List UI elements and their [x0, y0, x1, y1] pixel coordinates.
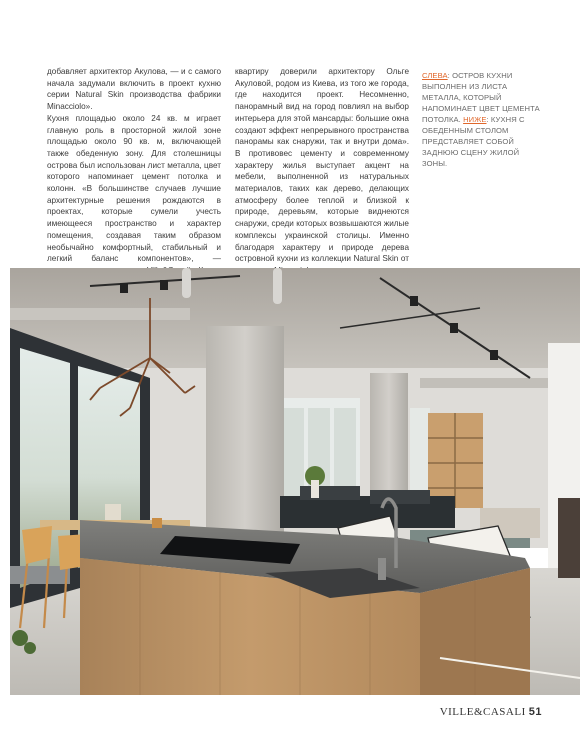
page-folio	[440, 706, 542, 718]
paragraph: добавляет архитектор Акулова, — и с самого начала задумали включить в проект кухню серии Natural Skin производства фабрики Minacciolo».	[47, 67, 221, 112]
paragraph: квартиру доверили архитектору Ольге Акуловой, родом из Киева, из того же города, где находится проект. Несомненно, панорамный вид на город повлиял на выбор интерьера для этой мансарды: большие окна создают эффект непрерывного пространства панорамы как снаружи, так и внутри дома». В противовес цементу и современному характеру жилья выступает акцент на мебели, выполненной из натуральных материалов, таких как дерево, делающих атмосферу более теплой и близкой к природе, деревьям, которые виднеются снаружи, среди которых возвышаются жилые комплексы украинской столицы. Именно благодаря характеру и природе дерева островной кухни из коллекции Natural Skin от	[235, 67, 409, 264]
caption-tag-left: СЛЕВА	[422, 71, 448, 80]
photo-caption	[422, 70, 540, 169]
caption-tag-below: НИЖЕ	[463, 115, 487, 124]
article-column-2	[235, 66, 409, 288]
paragraph: Кухня площадью около 24 кв. м играет главную роль в просторной жилой зоне площадью около 90 кв. м, включающей также обеденную зону. Для столешницы острова был использован лист металла, цвет которого напоминает цемент потолка и колонн. «В большинстве случаев лучшие архитектурные решения рождаются в проектах, которые сумели учесть имеющееся пространство и характер помещения, создавая таким образом необычайно комфортный, стабильный и легкий баланс компонентов», —	[47, 113, 221, 264]
page-number: 51	[528, 706, 542, 718]
magazine-name: VILLE&CASALI	[439, 706, 526, 718]
caption-text-left: : ОСТРОВ КУХНИ ВЫПОЛНЕН ИЗ ЛИСТА МЕТАЛЛА, КОТОРЫЙ НАПОМИНАЕТ ЦВЕТ ЦЕМЕНТА ПОТОЛКА.	[422, 71, 540, 124]
caption-text-below: : КУХНЯ С ОБЕДЕННЫМ СТОЛОМ ПРЕДСТАВЛЯЕТ СОБОЙ ЗАДНЮЮ СЦЕНУ ЖИЛОЙ ЗОНЫ.	[422, 115, 525, 168]
kitchen-photo	[10, 268, 580, 695]
